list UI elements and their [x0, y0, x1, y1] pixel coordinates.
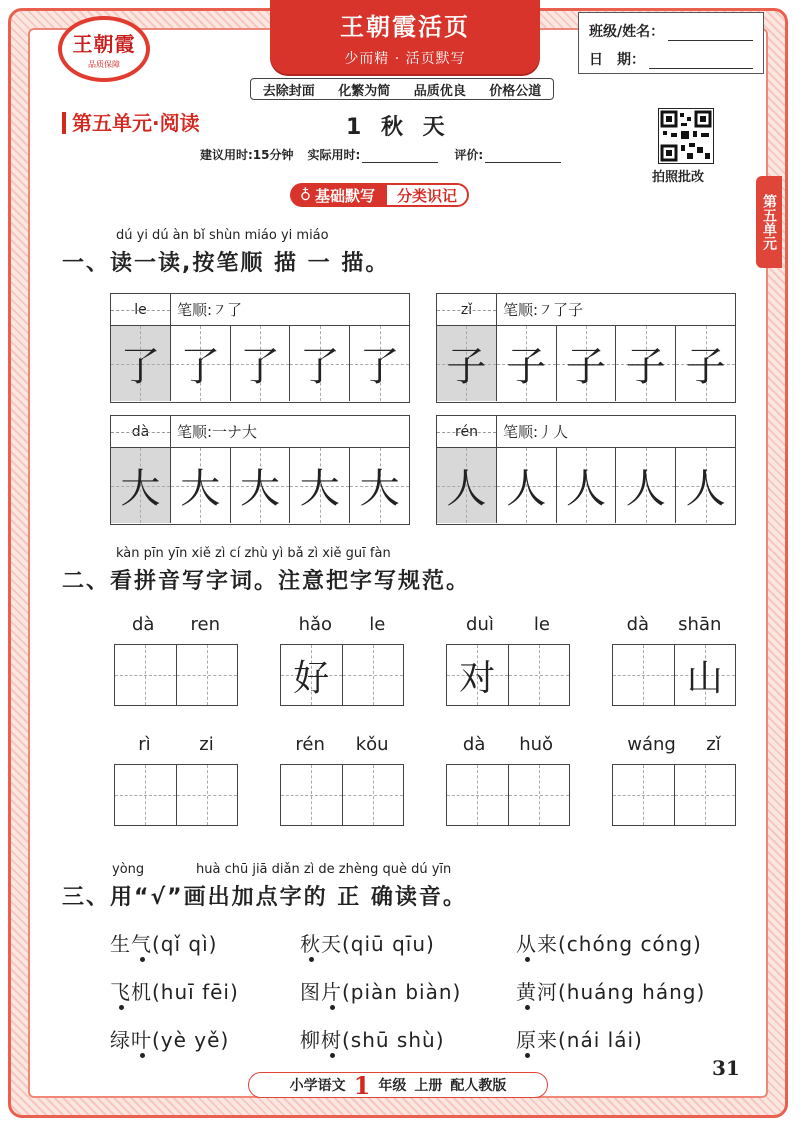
word-box — [280, 614, 404, 706]
reading-options[interactable]: (huáng háng) — [558, 980, 706, 1004]
word-pinyin: shān — [678, 614, 722, 635]
logo-text: 王朝霞 — [72, 32, 136, 56]
word-pinyin: le — [369, 614, 386, 635]
reading-item: 图片(piàn biàn) — [300, 980, 462, 1004]
word-box — [446, 614, 570, 706]
unit-title: 第五单元·阅读 — [62, 112, 200, 134]
stroke-order: 笔顺:丿人 — [503, 423, 569, 441]
reading-item: 秋天(qiū qīu) — [300, 932, 435, 956]
trace-cell[interactable]: 了 — [111, 326, 171, 401]
stroke-box — [110, 415, 410, 525]
write-cell[interactable] — [281, 765, 343, 825]
write-cell[interactable]: 好 — [281, 645, 343, 705]
brand-title: 王朝霞活页 — [340, 11, 470, 41]
trace-cell[interactable]: 大 — [111, 448, 171, 523]
evaluation-blank[interactable] — [485, 151, 561, 163]
stroke-order: 笔顺:一ナ大 — [177, 423, 258, 441]
slogan-item: 价格公道 — [489, 83, 542, 99]
write-cell[interactable] — [115, 645, 177, 705]
word-pinyin: wáng — [627, 734, 676, 755]
stroke-pinyin: le — [111, 294, 171, 325]
reading-options[interactable]: (qǐ qì) — [152, 932, 218, 956]
write-cell[interactable] — [115, 765, 177, 825]
reading-item: 原来(nái lái) — [516, 1028, 643, 1052]
word-pinyin: hǎo — [298, 614, 333, 635]
date-blank[interactable] — [649, 53, 753, 69]
word-pinyin: dà — [132, 614, 155, 635]
word-pinyin: duì — [466, 614, 494, 635]
reading-item: 绿叶(yè yě) — [110, 1028, 230, 1052]
reading-item: 生气(qǐ qì) — [110, 932, 218, 956]
student-info-box — [578, 12, 764, 74]
stroke-box — [110, 293, 410, 403]
word-box — [114, 614, 238, 706]
date-row — [589, 47, 753, 69]
word-box — [280, 734, 404, 826]
write-cell[interactable] — [613, 765, 675, 825]
reading-options[interactable]: (nái lái) — [558, 1028, 643, 1052]
trace-cell[interactable]: 了 — [171, 326, 231, 401]
q1-title: 一、读一读,按笔顺 描 一 描。 — [62, 251, 390, 276]
category-basic — [290, 183, 385, 207]
actual-time-label: 实际用时: — [307, 148, 361, 162]
category-classify: 分类识记 — [385, 183, 469, 207]
q1-pinyin: dú yi dú àn bǐ shùn miáo yi miáo — [116, 228, 329, 243]
trace-cell[interactable]: 子 — [497, 326, 557, 401]
footer-term: 上册 — [414, 1078, 443, 1094]
q2-pinyin: kàn pīn yīn xiě zì cí zhù yì bǎ zì xiě guī fàn — [116, 546, 391, 561]
write-cell[interactable] — [177, 645, 238, 705]
trace-cell[interactable]: 人 — [616, 448, 676, 523]
stroke-box — [436, 293, 736, 403]
page-number: 31 — [712, 1056, 740, 1080]
footer-grade: 年级 — [378, 1078, 407, 1094]
stroke-pinyin: zǐ — [437, 294, 497, 325]
reading-options[interactable]: (qiū qīu) — [342, 932, 435, 956]
reading-options[interactable]: (huī fēi) — [152, 980, 239, 1004]
qr-label: 拍照批改 — [652, 170, 705, 185]
stroke-order: 笔顺:㇇了子 — [503, 301, 584, 319]
class-name-label: 班级/姓名： — [589, 24, 665, 40]
trace-cell[interactable]: 大 — [350, 448, 409, 523]
slogan-item: 品质优良 — [413, 83, 466, 99]
write-cell[interactable] — [447, 765, 509, 825]
trace-cell[interactable]: 子 — [676, 326, 735, 401]
write-cell[interactable]: 对 — [447, 645, 509, 705]
class-name-blank[interactable] — [668, 25, 753, 41]
reading-item: 黄河(huáng háng) — [516, 980, 706, 1004]
actual-time-blank[interactable] — [362, 151, 438, 163]
word-pinyin: zǐ — [706, 734, 721, 755]
slogan-item: 去除封面 — [262, 83, 315, 99]
stroke-pinyin: dà — [111, 416, 171, 447]
trace-cell[interactable]: 子 — [557, 326, 617, 401]
q3-pinyin-1: yòng — [112, 862, 145, 877]
stroke-order: 笔顺:㇇了 — [177, 301, 243, 319]
word-pinyin: rén — [295, 734, 325, 755]
footer-grade-number: 1 — [353, 1070, 371, 1100]
word-box — [446, 734, 570, 826]
trace-cell[interactable]: 人 — [557, 448, 617, 523]
q3-title: 三、用“√”画出加点字的 正 确读音。 — [62, 885, 467, 910]
word-pinyin: le — [533, 614, 550, 635]
word-pinyin: zi — [199, 734, 214, 755]
word-pinyin: huǒ — [519, 734, 554, 755]
stroke-box — [436, 415, 736, 525]
write-cell[interactable] — [509, 765, 570, 825]
word-box — [114, 734, 238, 826]
trace-cell[interactable]: 人 — [497, 448, 557, 523]
q3-pinyin-2: huà chū jiā diǎn zì de zhèng què dú yīn — [196, 862, 452, 877]
reading-item: 从来(chóng cóng) — [516, 932, 702, 956]
trace-cell[interactable]: 人 — [676, 448, 735, 523]
word-pinyin: kǒu — [355, 734, 389, 755]
word-pinyin: dà — [462, 734, 486, 755]
brand-logo — [58, 16, 150, 82]
write-cell[interactable] — [675, 765, 736, 825]
footer-bar — [248, 1072, 548, 1098]
qr-code-icon[interactable] — [658, 108, 714, 164]
write-cell[interactable] — [509, 645, 570, 705]
reading-options[interactable]: (piàn biàn) — [342, 980, 462, 1004]
category-bar — [290, 183, 469, 207]
write-cell[interactable] — [177, 765, 238, 825]
reading-options[interactable]: (yè yě) — [152, 1028, 230, 1052]
write-cell[interactable] — [613, 645, 675, 705]
brand-subtitle: 少而精 · 活页默写 — [344, 50, 466, 67]
reading-options[interactable]: (chóng cóng) — [558, 932, 702, 956]
trace-cell[interactable]: 大 — [171, 448, 231, 523]
category-basic-label: 基础默写 — [315, 186, 376, 205]
trace-cell[interactable]: 了 — [350, 326, 409, 401]
word-pinyin: ren — [190, 614, 220, 635]
write-cell[interactable] — [343, 645, 404, 705]
evaluation-label: 评价: — [454, 148, 484, 162]
slogan-bar — [250, 78, 554, 100]
trace-cell[interactable]: 了 — [231, 326, 291, 401]
footer-subject: 小学语文 — [289, 1078, 346, 1094]
trace-cell[interactable]: 人 — [437, 448, 497, 523]
trace-cell[interactable]: 大 — [290, 448, 350, 523]
word-pinyin: dà — [626, 614, 650, 635]
q2-title: 二、看拼音写字词。注意把字写规范。 — [62, 569, 471, 594]
reading-item: 柳树(shū shù) — [300, 1028, 445, 1052]
brand-banner — [270, 0, 540, 74]
trace-cell[interactable]: 子 — [437, 326, 497, 401]
reading-item: 飞机(huī fēi) — [110, 980, 239, 1004]
reading-options[interactable]: (shū shù) — [342, 1028, 445, 1052]
footer-edition: 配人教版 — [450, 1078, 507, 1094]
medal-icon: ♁ — [300, 186, 311, 204]
lesson-title: 1 秋 天 — [346, 115, 451, 140]
word-box — [612, 734, 736, 826]
logo-subtext: 品质保障 — [88, 60, 120, 69]
trace-cell[interactable]: 大 — [231, 448, 291, 523]
trace-cell[interactable]: 了 — [290, 326, 350, 401]
word-pinyin: rì — [138, 734, 151, 755]
write-cell[interactable]: 山 — [675, 645, 736, 705]
time-row — [200, 146, 577, 163]
suggested-time: 建议用时:15分钟 — [200, 148, 294, 162]
slogan-item: 化繁为简 — [338, 83, 391, 99]
word-box — [612, 614, 736, 706]
class-name-row — [589, 19, 753, 41]
trace-cell[interactable]: 子 — [616, 326, 676, 401]
stroke-pinyin: rén — [437, 416, 497, 447]
side-unit-tab: 第五单元 — [756, 176, 782, 268]
date-label: 日 期： — [589, 52, 645, 68]
write-cell[interactable] — [343, 765, 404, 825]
